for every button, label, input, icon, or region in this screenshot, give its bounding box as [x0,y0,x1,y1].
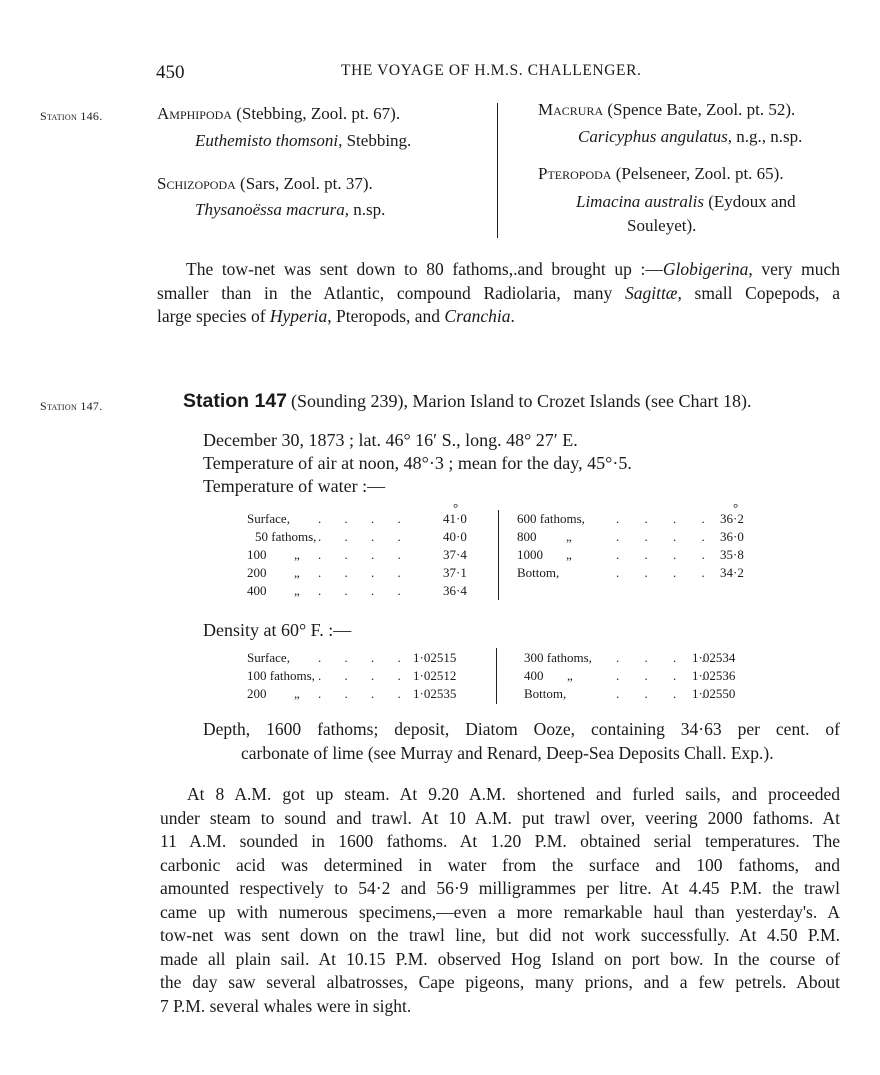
species-author: (Eydoux and [708,192,796,211]
leader-dots: . . . . [616,668,705,683]
station-147-heading [183,390,751,413]
schizopoda-entry [157,174,373,194]
degree-mark: ° [733,500,739,515]
heading-rest: (Sounding 239), Marion Island to Crozet Islands (see Chart 18). [291,391,752,411]
table-value: 36·0 [720,529,744,544]
amphipoda-species [195,131,411,151]
running-title: THE VOYAGE OF H.M.S. CHALLENGER. [341,62,642,79]
text-line: Depth, 1600 fathoms; deposit, Diatom Ooze, containing 34·63 per cent. of [203,719,840,739]
leader-dots: . . . . [616,547,705,562]
leader-dots: . . . . [318,511,401,526]
table-value: 41·0 [443,511,467,526]
text-line: made all plain sail. At 10.15 P.M. observed Hog Island on port bow. In the course of [160,948,840,969]
group-ref: (Spence Bate, Zool. pt. 52). [607,100,796,119]
schizopoda-species [195,200,385,220]
ditto-mark: „ [566,529,572,544]
leader-dots: . . . . [616,686,705,701]
text-line: the day saw several albatrosses, Cape pigeons, many prions, and a few petrels. About [160,972,840,992]
station-147-margin-label: Station 147. [40,399,103,413]
leader-dots: . . . . [616,511,705,526]
ditto-mark: „ [294,583,300,598]
leader-dots: . . . . [616,529,705,544]
text-line: carbonic acid was determined in water from the surface and 100 fathoms, and [160,854,840,875]
table-value: 36·4 [443,583,467,598]
narrative-paragraph [160,783,840,1018]
degree-mark: ° [453,500,459,515]
pteropoda-author-cont: Souleyet). [627,216,697,235]
macrura-entry [538,100,795,120]
text-line: 11 A.M. sounded in 1600 fathoms. At 1.20 P.M. obtained serial temperatures. The [160,831,840,851]
group-ref: (Pelseneer, Zool. pt. 65). [615,164,784,183]
table-depth-label: Bottom, [524,686,567,701]
species-name: Thysanoëssa macrura, [195,200,349,219]
table-depth-label: 400 [524,668,544,683]
ditto-mark: „ [294,565,300,580]
text-line: tow-net was sent down on the trawl line, but did not work successfully. At 4.50 P.M. [160,925,840,945]
species-author: n.sp. [353,200,386,219]
ditto-mark: „ [567,668,573,683]
table-value: 1·02512 [413,668,457,683]
text-line: At 8 A.M. got up steam. At 9.20 A.M. shortened and furled sails, and proceeded [187,784,840,804]
table-value: 40·0 [443,529,467,544]
table-depth-label: 1000 [517,547,543,562]
table-depth-label: 50 fathoms, [255,529,317,544]
leader-dots: . . . . [318,686,401,701]
text-line: The tow-net was sent down to 80 fathoms,.and brought up :—Globigerina, very much [186,259,840,279]
leader-dots: . . . . [318,650,401,665]
ditto-mark: „ [294,686,300,701]
table-depth-label: 200 [247,686,267,701]
group-name: Amphipoda [157,104,232,123]
leader-dots: . . . . [616,650,705,665]
column-divider [497,103,498,238]
ditto-mark: „ [294,547,300,562]
page-number: 450 [156,62,185,83]
text-line: amounted respectively to 54·2 and 56·9 milligrammes per litre. At 4.45 P.M. the trawl [160,878,840,898]
table-depth-label: Bottom, [517,565,560,580]
group-name: Schizopoda [157,174,236,193]
text-line: smaller than in the Atlantic, compound Radiolaria, many Sagittæ, small Copepods, a [157,282,840,303]
pteropoda-entry [538,164,784,184]
amphipoda-entry [157,104,400,124]
text-line: 7 P.M. several whales were in sight. [160,995,412,1016]
townet-paragraph [157,258,840,329]
table-value: 34·2 [720,565,744,580]
table-value: 1·02536 [692,668,736,683]
group-name: Macrura [538,100,604,119]
table-divider [496,648,497,704]
macrura-species [578,127,802,147]
table-depth-label: 400 [247,583,267,598]
table-depth-label: 600 fathoms, [517,511,585,526]
table-value: 1·02534 [692,650,736,665]
text-line: came up with numerous specimens,—even a more remarkable haul than yesterday's. A [160,901,840,922]
table-depth-label: 200 [247,565,267,580]
text-line: under steam to sound and trawl. At 10 A.M. put trawl over, veering 2000 fathoms. At [160,807,840,828]
leader-dots: . . . . [318,547,401,562]
species-name: Euthemisto thomsoni, [195,131,343,150]
table-depth-label: 800 [517,529,537,544]
text-line: carbonate of lime (see Murray and Renard, Deep-Sea Deposits Chall. Exp.). [241,742,774,763]
ditto-mark: „ [566,547,572,562]
species-author: Stebbing. [346,131,412,150]
group-ref: (Stebbing, Zool. pt. 67). [236,104,401,123]
table-depth-label: Surface, [247,511,290,526]
species-name: Limacina australis [576,192,704,211]
table-divider [498,510,499,600]
depth-paragraph [203,718,840,765]
leader-dots: . . . . [318,529,401,544]
water-temperature-heading: Temperature of water :— [203,476,386,496]
leader-dots: . . . . [318,565,401,580]
leader-dots: . . . . [318,583,401,598]
date-line: December 30, 1873 ; lat. 46° 16′ S., long. 48° 27′ E. [203,430,578,450]
table-depth-label: 100 [247,547,267,562]
species-author: n.g., n.sp. [736,127,803,146]
table-value: 1·02550 [692,686,736,701]
station-146-margin-label: Station 146. [40,109,103,123]
text-line: large species of Hyperia, Pteropods, and Cranchia. [157,306,515,326]
table-depth-label: 100 fathoms, [247,668,315,683]
table-depth-label: Surface, [247,650,290,665]
leader-dots: . . . . [616,565,705,580]
table-value: 1·02535 [413,686,457,701]
pteropoda-species [576,192,796,212]
table-value: 37·4 [443,547,467,562]
density-heading: Density at 60° F. :— [203,620,352,640]
table-value: 1·02515 [413,650,457,665]
leader-dots: . . . . [318,668,401,683]
group-ref: (Sars, Zool. pt. 37). [240,174,373,193]
species-name: Caricyphus angulatus, [578,127,732,146]
table-value: 36·2 [720,511,744,526]
table-value: 37·1 [443,565,467,580]
heading-bold: Station 147 [183,390,288,412]
table-value: 35·8 [720,547,744,562]
group-name: Pteropoda [538,164,612,183]
air-temperature-line: Temperature of air at noon, 48°·3 ; mean for the day, 45°·5. [203,453,632,473]
table-depth-label: 300 fathoms, [524,650,592,665]
